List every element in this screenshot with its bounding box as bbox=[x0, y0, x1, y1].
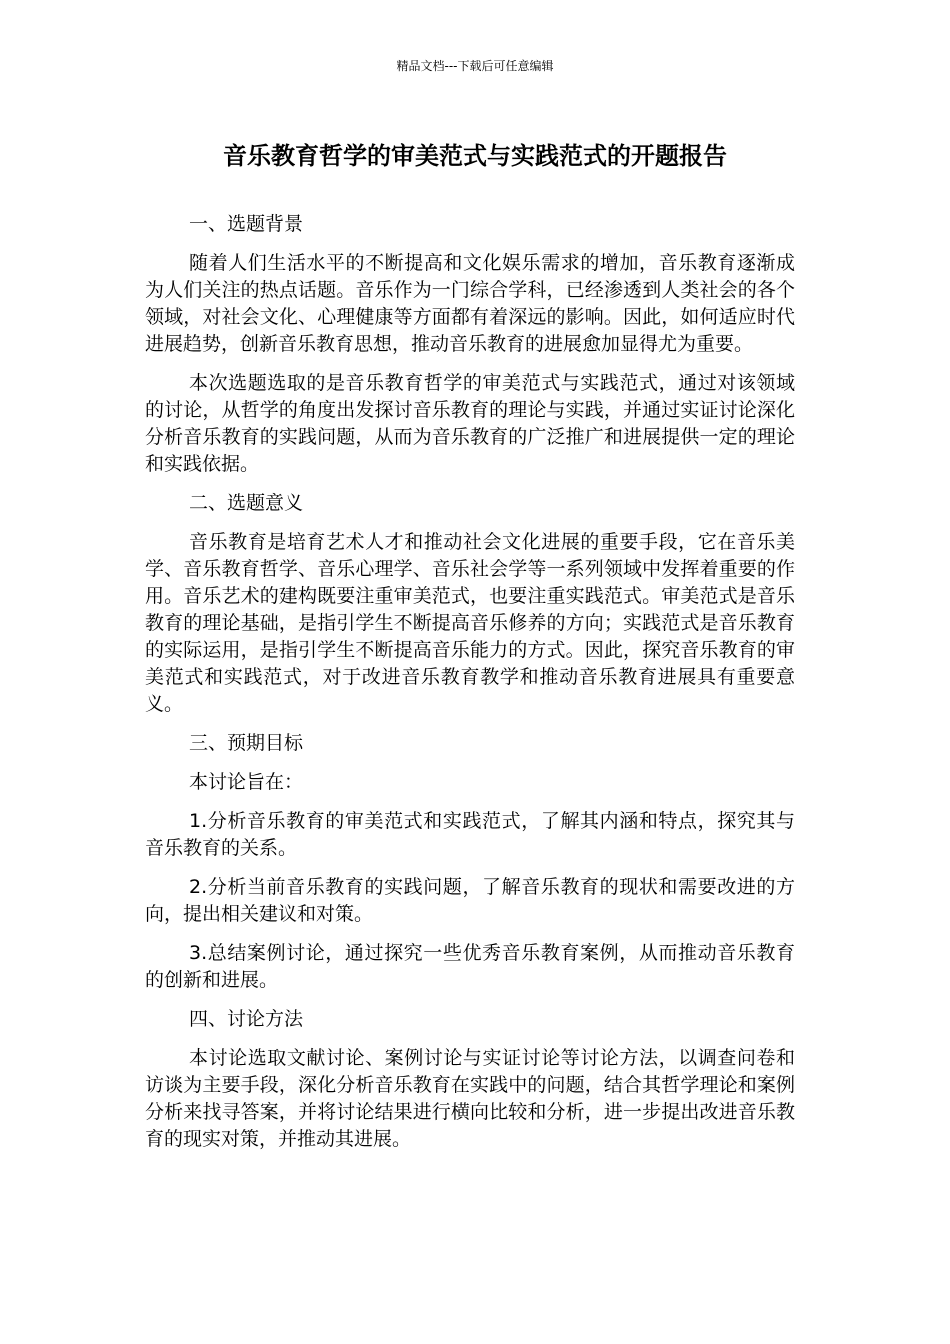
goal-item-2: 2.分析当前音乐教育的实践问题，了解音乐教育的现状和需要改进的方向，提出相关建议和对策。 bbox=[145, 876, 795, 925]
document-body bbox=[145, 211, 795, 1165]
section-heading-goals: 三、预期目标 bbox=[189, 732, 304, 754]
significance-paragraph: 音乐教育是培育艺术人才和推动社会文化进展的重要手段，它在音乐美学、音乐教育哲学、音乐心理学、音乐社会学等一系列领域中发挥着重要的作用。音乐艺术的建构既要注重审美范式，也要注重实践范式。审美范式是音乐教育的理论基础，是指引学生不断提高音乐修养的方向；实践范式是音乐教育的实际运用，是指引学生不断提高音乐能力的方式。因此，探究音乐教育的审美范式和实践范式，对于改进音乐教育教学和推动音乐教育进展具有重要意义。 bbox=[145, 531, 795, 715]
background-paragraph-1: 随着人们生活水平的不断提高和文化娱乐需求的增加，音乐教育逐渐成为人们关注的热点话题。音乐作为一门综合学科，已经渗透到人类社会的各个领域，对社会文化、心理健康等方面都有着深远的影响。因此，如何适应时代进展趋势，创新音乐教育思想，推动音乐教育的进展愈加显得尤为重要。 bbox=[145, 252, 795, 355]
goal-item-3: 3.总结案例讨论，通过探究一些优秀音乐教育案例，从而推动音乐教育的创新和进展。 bbox=[145, 942, 795, 991]
methods-paragraph: 本讨论选取文献讨论、案例讨论与实证讨论等讨论方法，以调查问卷和访谈为主要手段，深化分析音乐教育在实践中的问题，结合其哲学理论和案例分析来找寻答案，并将讨论结果进行横向比较和分析，进一步提出改进音乐教育的现实对策，并推动其进展。 bbox=[145, 1047, 795, 1150]
goal-item-1: 1.分析音乐教育的审美范式和实践范式，了解其内涵和特点，探究其与音乐教育的关系。 bbox=[145, 810, 795, 859]
section-heading-significance: 二、选题意义 bbox=[189, 492, 304, 514]
section-heading-methods: 四、讨论方法 bbox=[189, 1008, 304, 1030]
section-heading-background: 一、选题背景 bbox=[189, 213, 304, 235]
goals-intro: 本讨论旨在： bbox=[189, 771, 304, 793]
background-paragraph-2: 本次选题选取的是音乐教育哲学的审美范式与实践范式，通过对该领域的讨论，从哲学的角度出发探讨音乐教育的理论与实践，并通过实证讨论深化分析音乐教育的实践问题，从而为音乐教育的广泛推广和进展提供一定的理论和实践依据。 bbox=[145, 372, 795, 475]
header-note: 精品文档---下载后可任意编辑 bbox=[396, 59, 554, 73]
document-title: 音乐教育哲学的审美范式与实践范式的开题报告 bbox=[223, 142, 727, 170]
